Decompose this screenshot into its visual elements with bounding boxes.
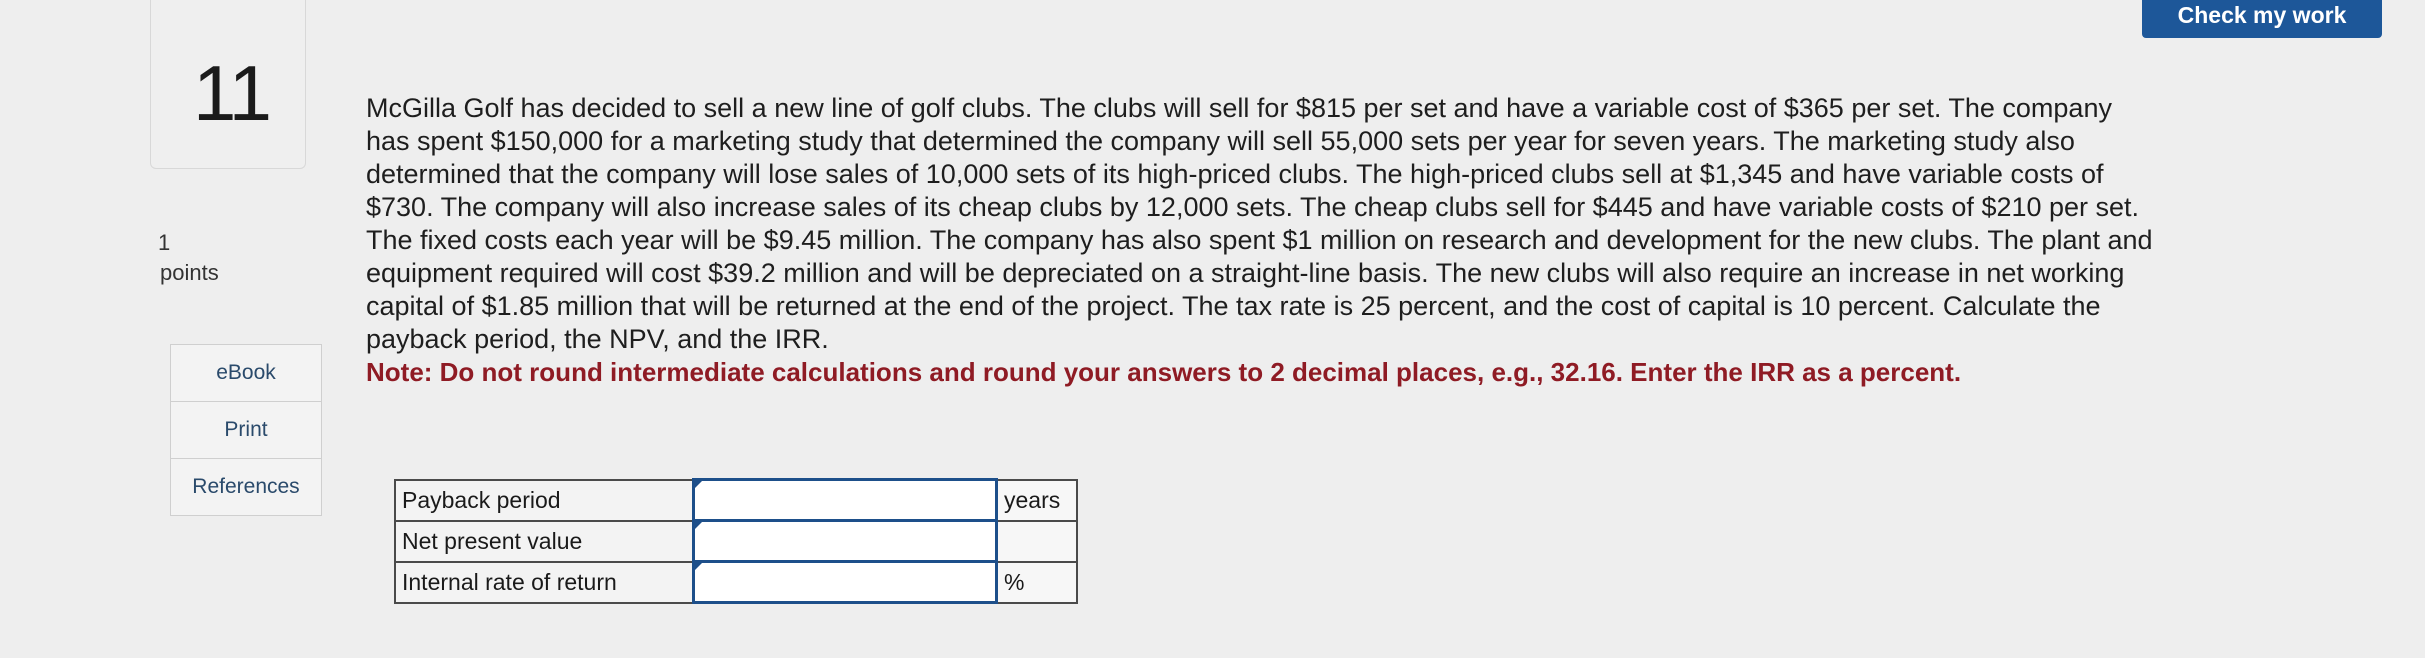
input-flag-icon <box>695 522 702 529</box>
payback-period-cell <box>694 480 997 521</box>
check-my-work-button[interactable]: Check my work <box>2142 0 2382 38</box>
irr-label: Internal rate of return <box>395 562 694 603</box>
table-row <box>395 480 1077 521</box>
payback-period-unit: years <box>997 480 1078 521</box>
rounding-note: Note: Do not round intermediate calculations and round your answers to 2 decimal places, e.g., 32.16. Enter the IRR as a percent. <box>366 357 1962 387</box>
points-value: 1 <box>158 230 171 255</box>
table-row <box>395 521 1077 562</box>
npv-unit <box>997 521 1078 562</box>
question-number: 11 <box>193 49 270 137</box>
payback-period-input[interactable] <box>695 482 995 518</box>
answer-table <box>394 478 1078 604</box>
ebook-button[interactable]: eBook <box>170 344 322 401</box>
input-flag-icon <box>695 481 702 488</box>
npv-cell <box>694 521 997 562</box>
irr-cell <box>694 562 997 603</box>
references-button[interactable]: References <box>170 458 322 516</box>
payback-period-label: Payback period <box>395 480 694 521</box>
problem-statement <box>366 92 2156 389</box>
table-row <box>395 562 1077 603</box>
resource-menu <box>170 344 322 516</box>
irr-input[interactable] <box>695 564 995 600</box>
npv-label: Net present value <box>395 521 694 562</box>
npv-input[interactable] <box>695 523 995 559</box>
points-label: points <box>160 260 219 285</box>
input-flag-icon <box>695 563 702 570</box>
problem-text: McGilla Golf has decided to sell a new line of golf clubs. The clubs will sell for $815 per set and have a variable cost of $365 per set. The company has spent $150,000 for a marketing study that determined the company will sell 55,000 sets per year for seven years. The marketing study also determined that the company will lose sales of 10,000 sets of its high-priced clubs. The high-priced clubs sell at $1,345 and have variable costs of $730. The company will also increase sales of its cheap clubs by 12,000 sets. The cheap clubs sell for $445 and have variable costs of $210 per set. The fixed costs each year will be $9.45 million. The company has also spent $1 million on research and development for the new clubs. The plant and equipment required will cost $39.2 million and will be depreciated on a straight-line basis. The new clubs will also require an increase in net working capital of $1.85 million that will be returned at the end of the project. The tax rate is 25 percent, and the cost of capital is 10 percent. Calculate the payback period, the NPV, and the IRR. <box>366 93 2153 354</box>
print-button[interactable]: Print <box>170 401 322 458</box>
irr-unit: % <box>997 562 1078 603</box>
